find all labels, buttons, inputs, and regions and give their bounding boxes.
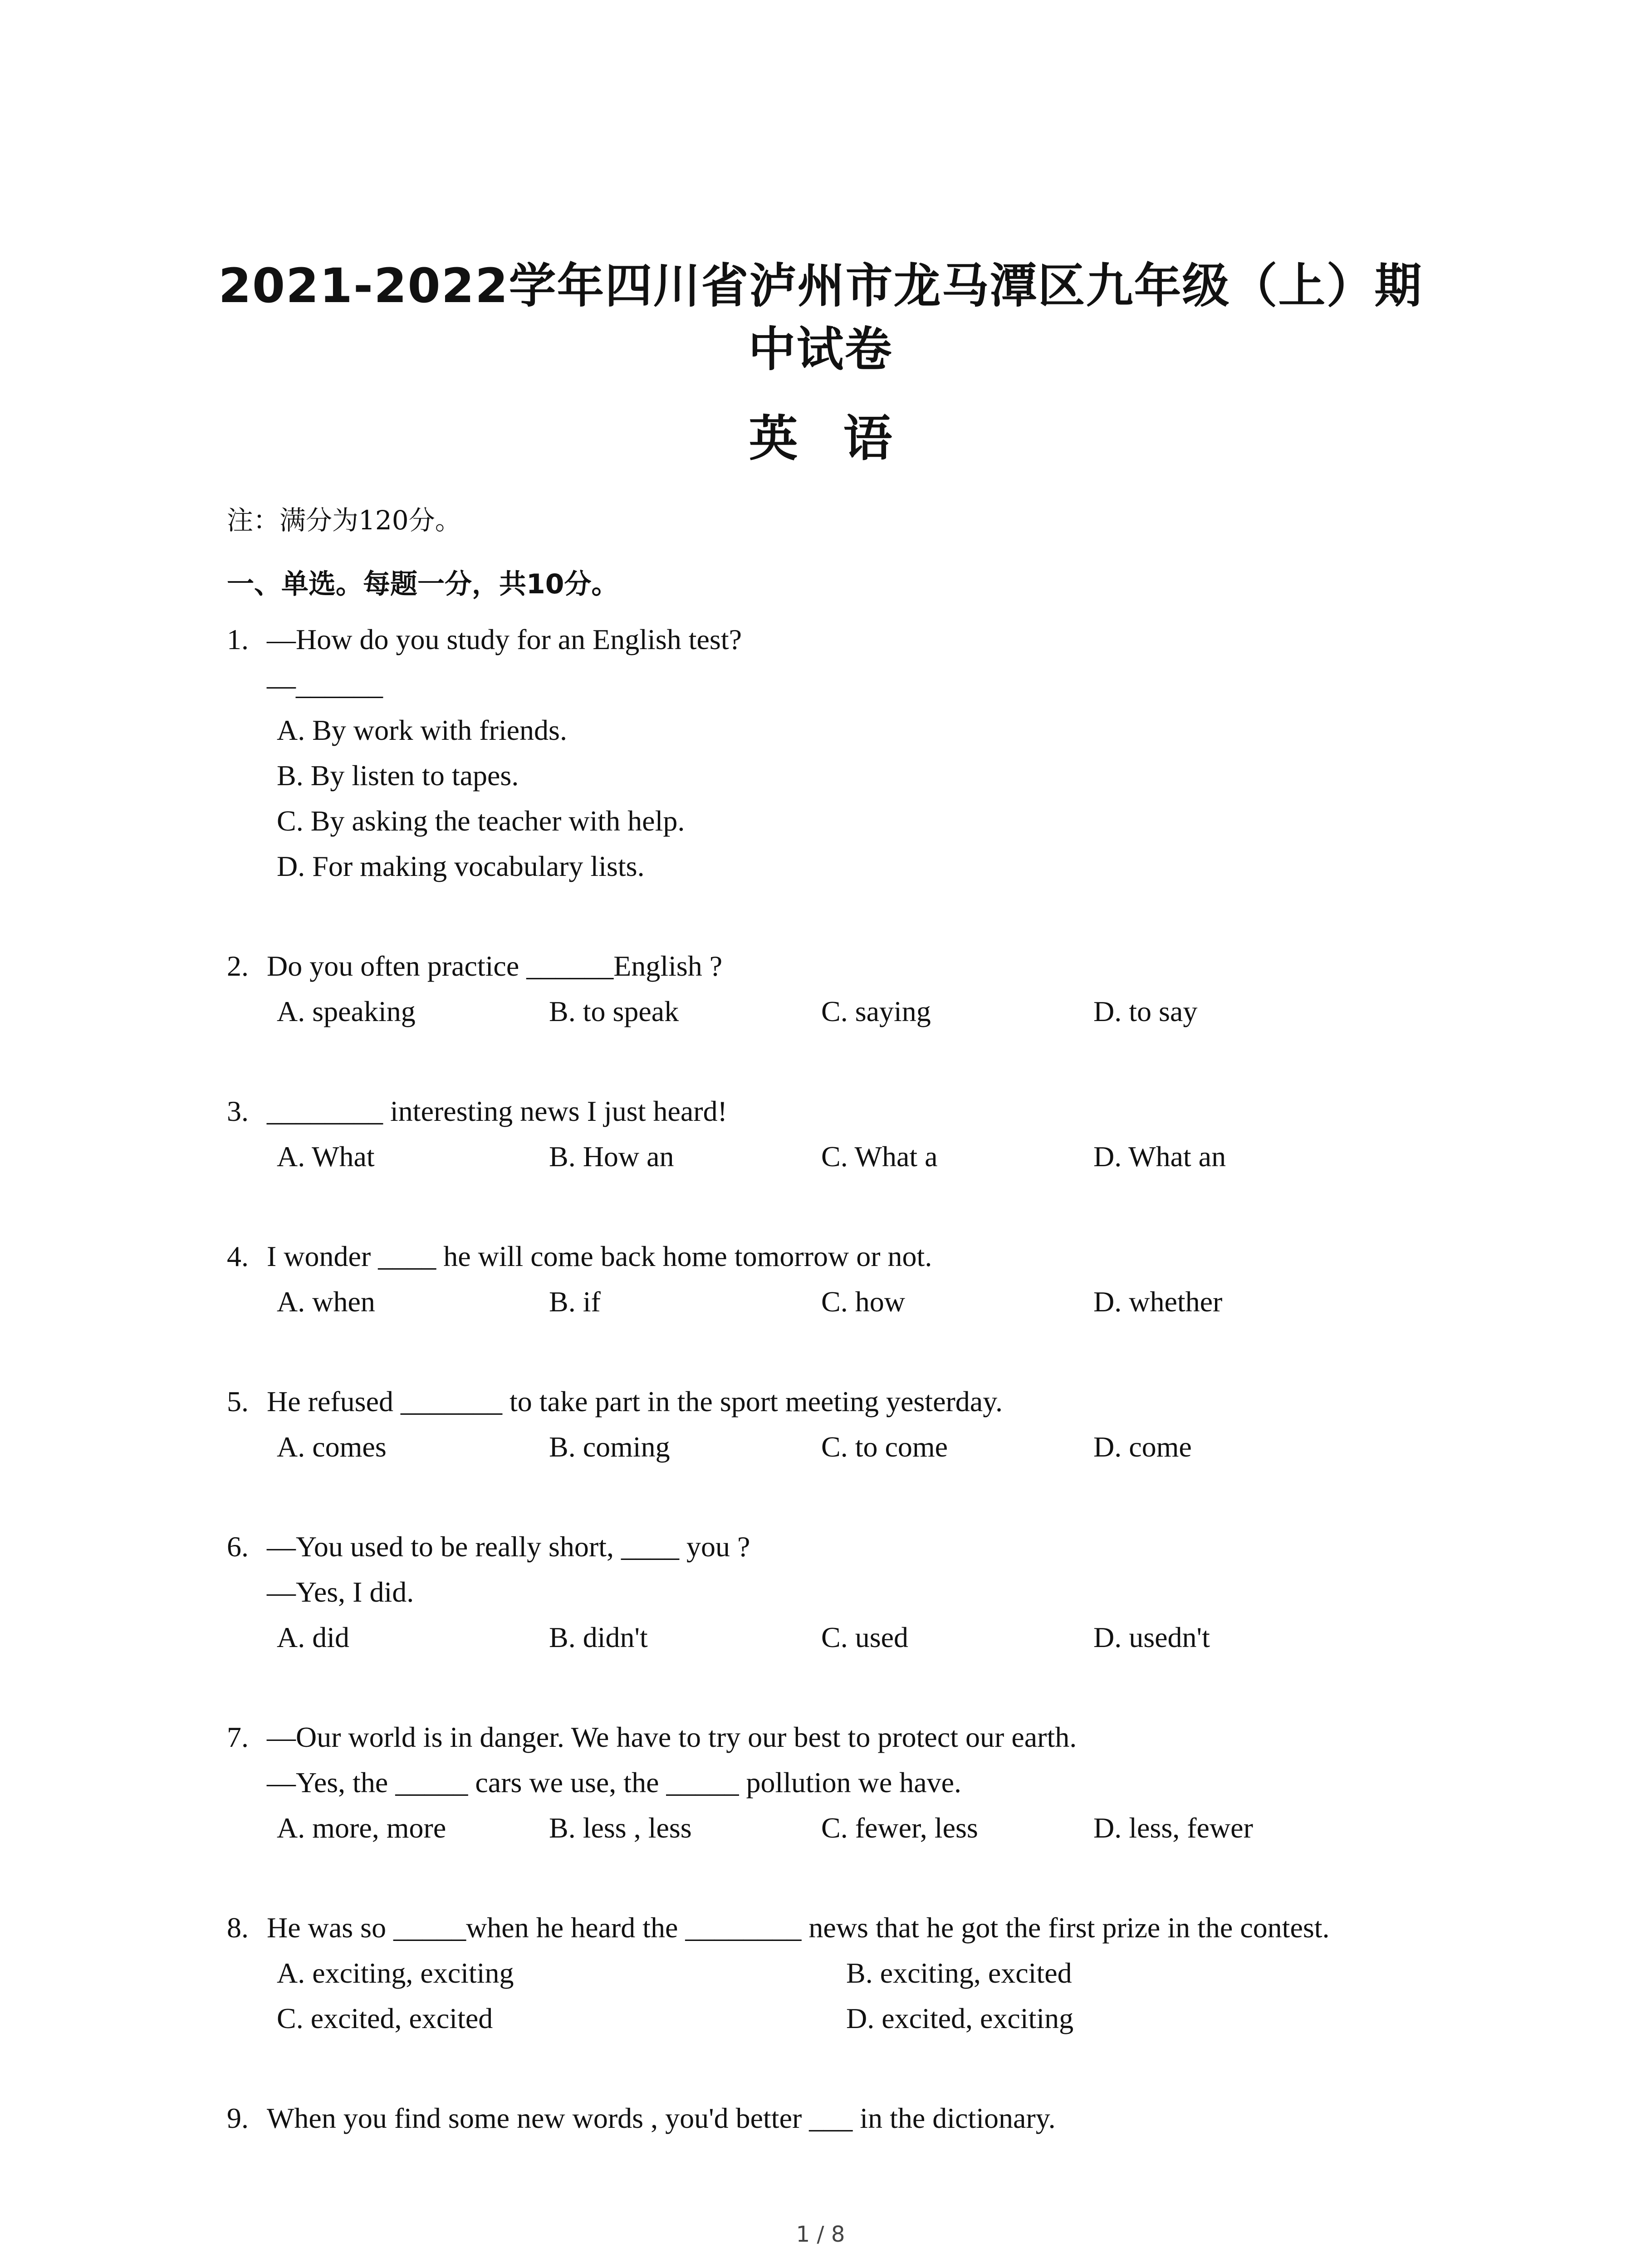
question-number: 8.	[227, 1911, 249, 1944]
question-5	[227, 1379, 1497, 1470]
question-stem: He refused _______ to take part in the sport meeting yesterday.	[267, 1385, 1003, 1418]
option-b[interactable]: B. less , less	[549, 1812, 692, 1844]
question-number: 9.	[227, 2102, 249, 2134]
option-a[interactable]: A. more, more	[277, 1812, 446, 1844]
question-stem: ________ interesting news I just heard!	[267, 1095, 727, 1127]
option-b[interactable]: B. coming	[549, 1431, 670, 1463]
option-a[interactable]: A. By work with friends.	[277, 714, 567, 746]
option-d[interactable]: D. whether	[1093, 1286, 1223, 1318]
question-number: 7.	[227, 1721, 249, 1753]
option-d[interactable]: D. less, fewer	[1093, 1812, 1253, 1844]
question-number: 5.	[227, 1385, 249, 1418]
question-number: 4.	[227, 1240, 249, 1272]
question-stem: —You used to be really short, ____ you ?	[267, 1530, 750, 1563]
question-number: 1.	[227, 623, 249, 655]
option-c[interactable]: C. excited, excited	[277, 2002, 493, 2034]
question-number: 3.	[227, 1095, 249, 1127]
option-a[interactable]: A. What	[277, 1140, 375, 1173]
section-heading: 一、单选。每题一分，共10分。	[227, 568, 619, 600]
option-a[interactable]: A. did	[277, 1621, 349, 1653]
exam-title: 2021-2022学年四川省泸州市龙马潭区九年级（上）期中试卷	[218, 258, 1423, 377]
option-c[interactable]: C. how	[821, 1286, 905, 1318]
option-b[interactable]: B. if	[549, 1286, 601, 1318]
question-8	[227, 1905, 1497, 2041]
option-c[interactable]: C. saying	[821, 995, 931, 1027]
option-a[interactable]: A. when	[277, 1286, 375, 1318]
option-d[interactable]: D. to say	[1093, 995, 1198, 1027]
question-3	[227, 1089, 1497, 1179]
option-d[interactable]: D. For making vocabulary lists.	[277, 850, 645, 882]
option-c[interactable]: C. By asking the teacher with help.	[277, 805, 685, 837]
option-a[interactable]: A. exciting, exciting	[277, 1957, 514, 1989]
question-number: 2.	[227, 950, 249, 982]
option-d[interactable]: D. excited, exciting	[846, 2002, 1074, 2034]
option-a[interactable]: A. comes	[277, 1431, 387, 1463]
option-b[interactable]: B. How an	[549, 1140, 674, 1173]
option-d[interactable]: D. usedn't	[1093, 1621, 1210, 1653]
option-b[interactable]: B. By listen to tapes.	[277, 759, 519, 792]
option-c[interactable]: C. used	[821, 1621, 908, 1653]
option-c[interactable]: C. to come	[821, 1431, 948, 1463]
option-d[interactable]: D. come	[1093, 1431, 1192, 1463]
question-stem: I wonder ____ he will come back home tomorrow or not.	[267, 1240, 932, 1272]
question-9	[227, 2096, 1497, 2141]
question-line: —Yes, I did.	[267, 1576, 414, 1608]
score-note: 注：满分为120分。	[227, 505, 461, 536]
question-stem: He was so _____when he heard the ________ news that he got the first prize in the contest.	[267, 1911, 1330, 1944]
question-stem: Do you often practice ______English ?	[267, 950, 723, 982]
question-number: 6.	[227, 1530, 249, 1563]
question-stem: —Our world is in danger. We have to try our best to protect our earth.	[267, 1721, 1077, 1753]
question-7	[227, 1715, 1497, 1851]
question-6	[227, 1524, 1497, 1660]
question-line: —Yes, the _____ cars we use, the _____ pollution we have.	[267, 1766, 962, 1799]
question-stem: When you find some new words , you'd better ___ in the dictionary.	[267, 2102, 1056, 2134]
question-2	[227, 943, 1497, 1034]
question-1	[227, 617, 1497, 889]
option-c[interactable]: C. What a	[821, 1140, 938, 1173]
page-number: 1 / 8	[796, 2222, 845, 2247]
option-d[interactable]: D. What an	[1093, 1140, 1226, 1173]
subject-title: 英语	[749, 411, 938, 467]
option-b[interactable]: B. didn't	[549, 1621, 648, 1653]
question-stem: —How do you study for an English test?	[267, 623, 742, 655]
question-4	[227, 1234, 1497, 1325]
option-b[interactable]: B. to speak	[549, 995, 679, 1027]
question-line: —______	[267, 669, 383, 701]
option-c[interactable]: C. fewer, less	[821, 1812, 978, 1844]
option-a[interactable]: A. speaking	[277, 995, 416, 1027]
option-b[interactable]: B. exciting, excited	[846, 1957, 1072, 1989]
